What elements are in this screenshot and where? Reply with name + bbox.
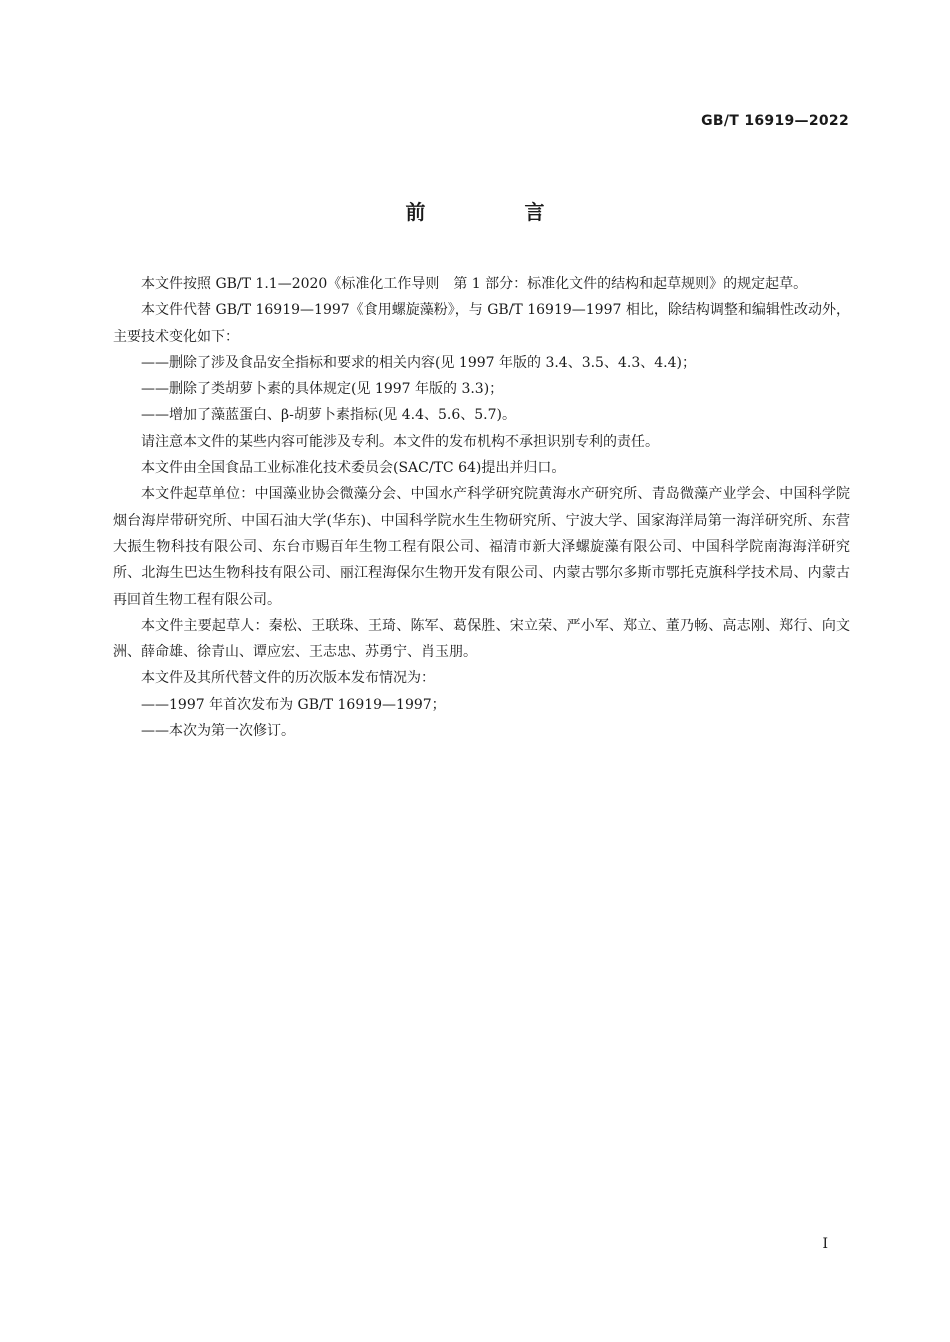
paragraph-drafting-units: 本文件起草单位：中国藻业协会微藻分会、中国水产科学研究院黄海水产研究所、青岛微藻产业学会、中国科学院烟台海岸带研究所、中国石油大学(华东)、中国科学院水生生物研究所、宁波大学、国家海洋局第一海洋研究所、东营大振生物科技有限公司、东台市赐百年生物工程有限公司、福清市新大泽螺旋藻有限公司、中国科学院南海海洋研究所、北海生巴达生物科技有限公司、丽江程海保尔生物开发有限公司、内蒙古鄂尔多斯市鄂托克旗科学技术局、内蒙古再回首生物工程有限公司。 <box>113 486 850 608</box>
paragraph-replacement: 本文件代替 GB/T 16919—1997《食用螺旋藻粉》，与 GB/T 16919—1997 相比，除结构调整和编辑性改动外，主要技术变化如下： <box>113 302 850 345</box>
page-number: I <box>822 1236 828 1252</box>
standard-code: GB/T 16919—2022 <box>701 113 849 129</box>
history-item-1: ——1997 年首次发布为 GB/T 16919—1997； <box>141 696 446 713</box>
page-title: 前 言 <box>405 200 591 224</box>
foreword-body <box>113 271 850 744</box>
change-item-1: ——删除了涉及食品安全指标和要求的相关内容(见 1997 年版的 3.4、3.5、4.3、4.4)； <box>141 354 696 371</box>
paragraph-history-intro: 本文件及其所代替文件的历次版本发布情况为： <box>141 670 435 687</box>
change-item-3: ——增加了藻蓝蛋白、β-胡萝卜素指标(见 4.4、5.6、5.7)。 <box>141 407 516 424</box>
paragraph-proposer: 本文件由全国食品工业标准化技术委员会(SAC/TC 64)提出并归口。 <box>141 460 566 477</box>
change-item-2: ——删除了类胡萝卜素的具体规定(见 1997 年版的 3.3)； <box>141 381 504 398</box>
paragraph-patent-notice: 请注意本文件的某些内容可能涉及专利。本文件的发布机构不承担识别专利的责任。 <box>141 433 659 450</box>
paragraph-drafting-rules: 本文件按照 GB/T 1.1—2020《标准化工作导则 第 1 部分：标准化文件的结构和起草规则》的规定起草。 <box>141 276 808 292</box>
paragraph-drafters: 本文件主要起草人：秦松、王联珠、王琦、陈军、葛保胜、宋立荣、严小军、郑立、董乃畅、高志刚、郑行、向文洲、薛命雄、徐青山、谭应宏、王志忠、苏勇宁、肖玉朋。 <box>113 617 850 661</box>
history-item-2: ——本次为第一次修订。 <box>141 723 295 740</box>
